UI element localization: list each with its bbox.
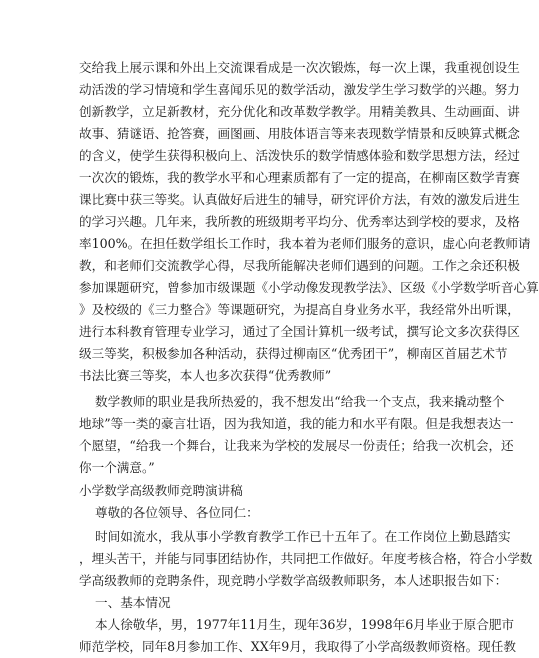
paragraph-line: 率100%。在担任数学组长工作时，我本着为老师们服务的意识，虚心向老教师请 [79,236,531,251]
paragraph-line: 课比赛中获三等奖。认真做好后进生的辅导，研究评价方法，有效的激发后进生 [79,192,520,207]
salutation: 尊敬的各位领导、各位同仁： [95,505,259,520]
paragraph-line: 时间如流水，我从事小学教育教学工作已十五年了。在工作岗位上勤恳踏实 [95,529,511,544]
paragraph-line: 书法比赛三等奖，本人也多次获得“优秀教师” [79,368,332,383]
section-heading: 一、基本情况 [95,595,171,610]
paragraph-line: 参加课题研究，曾参加市级课题《小学动像发现教学法》、区级《小学数学听音心算 [79,280,539,295]
paragraph-line: 一次次的锻炼，我的教学水平和心理素质都有了一定的提高，在柳南区数学青赛 [79,170,520,185]
paragraph-line: 的含义，使学生获得积极向上、活泼快乐的数学情感体验和数学思想方法，经过 [79,148,520,163]
paragraph-line: 进行本科教育管理专业学习，通过了全国计算机一级考试，撰写论文多次获得区 [79,324,520,339]
paragraph-line: 创新教学，立足新教材，充分优化和改革数学教学。用精美教具、生动画面、讲 [79,104,520,119]
paragraph-line: 学高级教师的竞聘条件，现竞聘小学数学高级教师职务，本人述职报告如下： [79,573,508,588]
paragraph-line: 师范学校，同年8月参加工作、XX年9月，我取得了小学高级教师资格。现任教 [79,639,516,654]
paragraph-line: 动活泼的学习情境和学生喜闻乐见的数学活动，激发学生学习数学的兴趣。努力 [79,82,520,97]
paragraph-line: 教，和老师们交流教学心得，尽我所能解决老师们遇到的问题。工作之余还积极 [79,258,520,273]
paragraph-line: 故事、猜谜语、抢答赛，画图画、用肢体语言等来表现数学情景和反映算式概念 [79,126,520,141]
paragraph-line: 地球”等一类的豪言壮语，因为我知道，我的能力和水平有限。但是我想表达一 [79,416,514,431]
paragraph-line: 级三等奖，积极参加各种活动，获得过柳南区“优秀团干”，柳南区首届艺术节 [79,346,508,361]
paragraph-line: ，埋头苦干，并能与同事团结协作，共同把工作做好。年度考核合格，符合小学数 [79,551,533,566]
paragraph-line: 》及校级的《三力整合》等课题研究，为提高自身业务水平，我经常外出听课， [79,302,520,317]
paragraph-line: 数学教师的职业是我所热爱的，我不想发出“给我一个支点，我来撬动整个 [95,394,505,409]
paragraph-line: 个愿望，“给我一个舞台，让我来为学校的发展尽一份责任；给我一次机会，还 [79,438,514,453]
paragraph-line: 交给我上展示课和外出上交流课看成是一次次锻炼，每一次上课，我重视创设生 [79,60,520,75]
paragraph-line: 本人徐敬华，男，1977年11月生，现年36岁，1998年6月毕业于原合肥市 [95,617,515,632]
paragraph-line: 你一个满意。” [79,460,155,475]
paragraph-line: 的学习兴趣。几年来，我所教的班级期考平均分、优秀率达到学校的要求，及格 [79,214,520,229]
section-title: 小学数学高级教师竞聘演讲稿 [79,483,243,498]
